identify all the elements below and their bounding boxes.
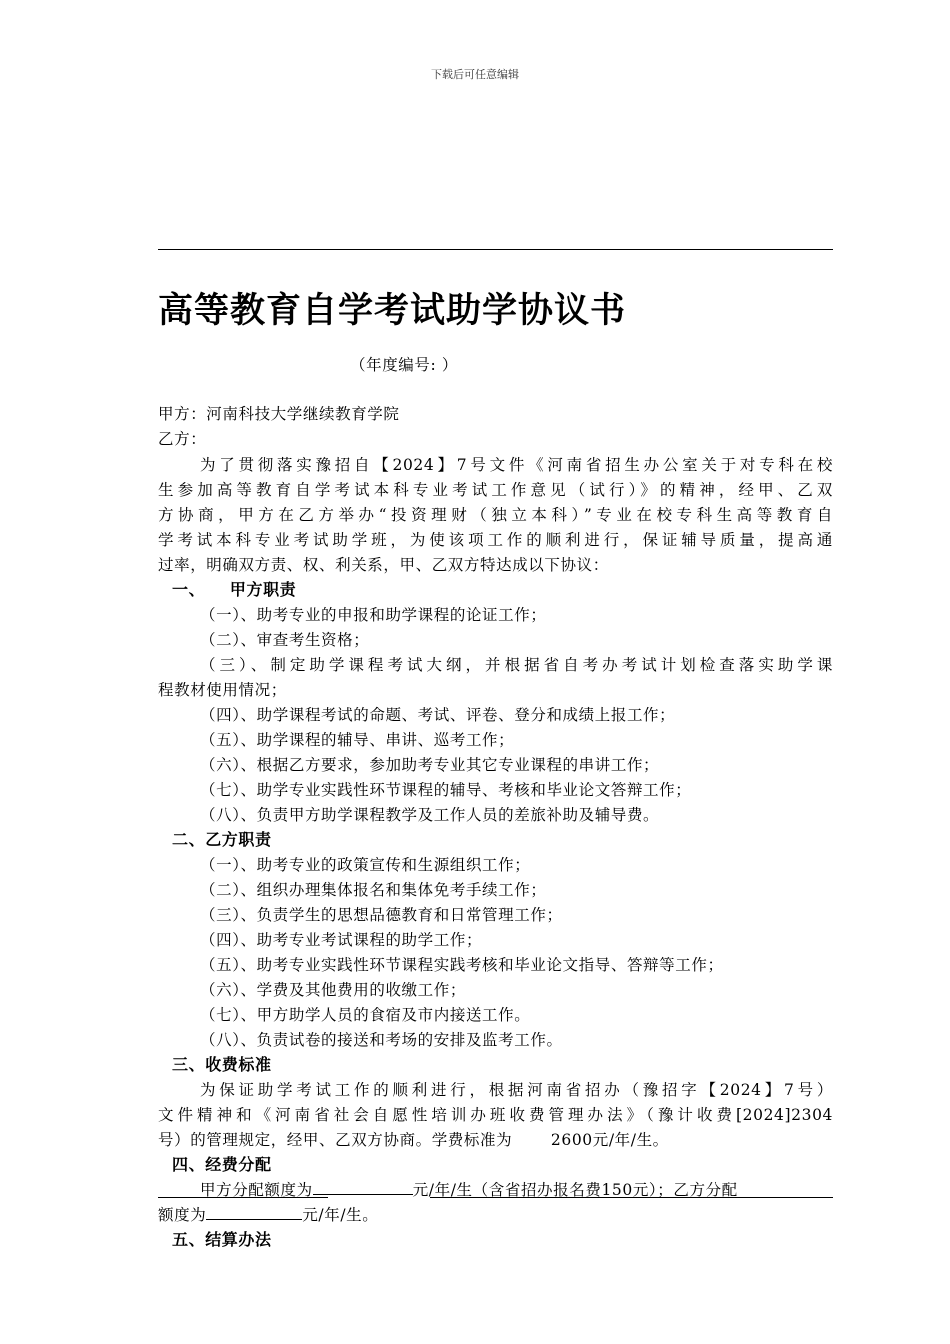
header-note: 下载后可任意编辑 [431,68,519,81]
year-number: （年度编号: ） [350,356,458,374]
fee-line: 文件精神和《河南省社会自愿性培训办班收费管理办法》（豫计收费[2024]2304 [158,1106,833,1124]
intro-line: 过率，明确双方责、权、利关系，甲、乙双方特达成以下协议： [158,556,609,574]
party-b: 乙方： [158,430,207,448]
list-item: （六）、学费及其他费用的收缴工作； [200,981,466,999]
section-heading: 三、收费标准 [172,1055,272,1074]
list-item: （三）、制定助学课程考试大纲，并根据省自考办考试计划检查落实助学课 [200,656,833,674]
list-item: （七）、甲方助学人员的食宿及市内接送工作。 [200,1006,531,1024]
list-item: （五）、助学课程的辅导、串讲、巡考工作； [200,731,515,749]
amount-a-blank[interactable] [313,1178,413,1195]
allocation-a-label: 甲方分配额度为 [200,1181,313,1199]
list-item: （八）、负责试卷的接送和考场的安排及监考工作。 [200,1031,563,1049]
list-item: （一）、助考专业的政策宣传和生源组织工作； [200,856,531,874]
intro-line: 生参加高等教育自学考试本科专业考试工作意见（试行）》的精神，经甲、乙双 [158,481,833,499]
section-heading: 一、 甲方职责 [172,580,297,599]
fee-line: 号）的管理规定，经甲、乙双方协商。学费标准为 2600元/年/生。 [158,1131,669,1149]
amount-b-blank[interactable] [206,1203,302,1220]
allocation-b-unit: 元/年/生。 [302,1206,379,1224]
list-item: （四）、助学课程考试的命题、考试、评卷、登分和成绩上报工作； [200,706,676,724]
list-item: （二）、审查考生资格； [200,631,370,649]
list-item: （五）、助考专业实践性环节课程实践考核和毕业论文指导、答辩等工作； [200,956,724,974]
list-item: （二）、组织办理集体报名和集体免考手续工作； [200,881,547,899]
allocation-line [200,1178,833,1202]
intro-line: 方协商，甲方在乙方举办“投资理财（独立本科）”专业在校专科生高等教育自 [158,506,833,524]
header-rule [158,249,833,250]
document-title: 高等教育自学考试助学协议书 [158,291,627,331]
list-item: （六）、根据乙方要求，参加助考专业其它专业课程的串讲工作； [200,756,660,774]
list-item: （一）、助考专业的申报和助学课程的论证工作； [200,606,547,624]
list-item: （八）、负责甲方助学课程教学及工作人员的差旅补助及辅导费。 [200,806,660,824]
underline [430,1197,833,1198]
allocation-line [158,1203,833,1227]
fee-line: 为保证助学考试工作的顺利进行，根据河南省招办（豫招字【2024】7号） [200,1081,833,1099]
allocation-a-unit: 元/年/生（含省招办报名费150元）；乙方分配 [412,1181,738,1199]
intro-line: 为了贯彻落实豫招自【2024】7号文件《河南省招生办公室关于对专科在校 [200,456,833,474]
list-item: （七）、助学专业实践性环节课程的辅导、考核和毕业论文答辩工作； [200,781,692,799]
list-item: 程教材使用情况； [158,681,287,699]
section-heading: 五、结算办法 [172,1230,272,1249]
list-item: （三）、负责学生的思想品德教育和日常管理工作； [200,906,563,924]
party-a: 甲方：河南科技大学继续教育学院 [158,405,400,423]
section-heading: 二、乙方职责 [172,830,272,849]
allocation-b-label: 额度为 [158,1206,207,1224]
intro-line: 学考试本科专业考试助学班，为使该项工作的顺利进行，保证辅导质量，提高通 [158,531,833,549]
section-heading: 四、经费分配 [172,1155,272,1174]
list-item: （四）、助考专业考试课程的助学工作； [200,931,483,949]
